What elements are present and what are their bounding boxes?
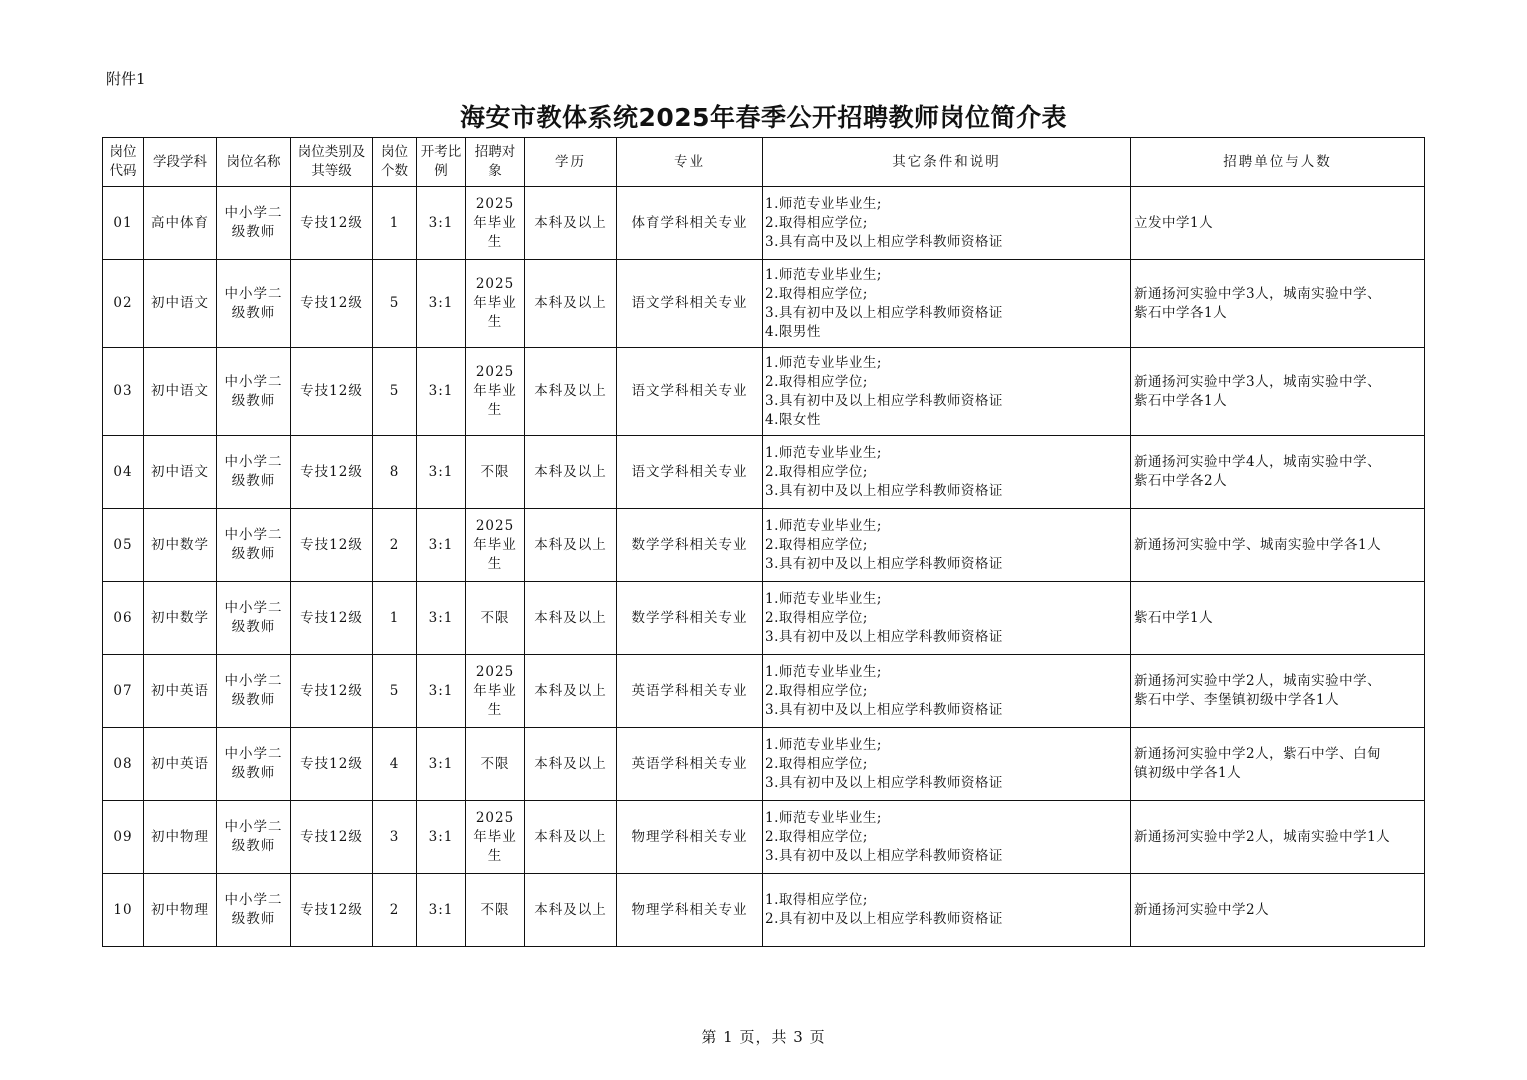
- cell-count: 3: [373, 801, 417, 874]
- cell-code: 06: [103, 582, 144, 655]
- table-row: [103, 187, 1425, 260]
- cell-grade: 专技12级: [291, 260, 373, 348]
- cell-subject: 初中数学: [144, 509, 217, 582]
- header-cell: 招聘对象: [466, 138, 525, 187]
- attachment-label: 附件1: [106, 70, 146, 88]
- condition-line: 3.具有初中及以上相应学科教师资格证: [765, 392, 1003, 409]
- cell-code: 05: [103, 509, 144, 582]
- condition-line: 1.师范专业毕业生;: [765, 195, 882, 212]
- cell-units: [1131, 874, 1425, 947]
- cell-code: 07: [103, 655, 144, 728]
- cell-grade: 专技12级: [291, 582, 373, 655]
- cell-ratio: 3:1: [417, 874, 466, 947]
- cell-position: 中小学二级教师: [217, 348, 291, 436]
- cell-education: 本科及以上: [525, 582, 617, 655]
- header-cell: 学历: [525, 138, 617, 187]
- cell-units: [1131, 801, 1425, 874]
- header-cell: 学段学科: [144, 138, 217, 187]
- cell-education: 本科及以上: [525, 260, 617, 348]
- cell-subject: 初中语文: [144, 260, 217, 348]
- cell-units: [1131, 260, 1425, 348]
- header-cell: 岗位类别及其等级: [291, 138, 373, 187]
- table-row: [103, 436, 1425, 509]
- condition-line: 3.具有初中及以上相应学科教师资格证: [765, 701, 1003, 718]
- cell-subject: 初中语文: [144, 436, 217, 509]
- cell-position: 中小学二级教师: [217, 582, 291, 655]
- unit-line: 立发中学1人: [1134, 214, 1214, 231]
- unit-line: 新通扬河实验中学4人，城南实验中学、: [1134, 454, 1382, 470]
- condition-line: 3.具有初中及以上相应学科教师资格证: [765, 847, 1003, 864]
- condition-line: 1.取得相应学位;: [765, 892, 868, 908]
- condition-line: 3.具有初中及以上相应学科教师资格证: [765, 482, 1003, 499]
- cell-position: 中小学二级教师: [217, 655, 291, 728]
- cell-conditions: [763, 187, 1131, 260]
- condition-line: 3.具有初中及以上相应学科教师资格证: [765, 628, 1003, 645]
- cell-grade: 专技12级: [291, 874, 373, 947]
- cell-education: 本科及以上: [525, 509, 617, 582]
- unit-line: 新通扬河实验中学3人，城南实验中学、: [1134, 285, 1382, 302]
- cell-conditions: [763, 655, 1131, 728]
- condition-line: 2.取得相应学位;: [765, 536, 868, 553]
- cell-code: 03: [103, 348, 144, 436]
- condition-line: 1.师范专业毕业生;: [765, 444, 882, 461]
- cell-conditions: [763, 348, 1131, 436]
- cell-units: [1131, 655, 1425, 728]
- condition-line: 4.限女性: [765, 411, 821, 428]
- unit-line: 镇初级中学各1人: [1134, 765, 1242, 781]
- cell-major: 英语学科相关专业: [617, 728, 763, 801]
- condition-line: 1.师范专业毕业生;: [765, 517, 882, 534]
- condition-line: 2.取得相应学位;: [765, 609, 868, 626]
- cell-position: 中小学二级教师: [217, 874, 291, 947]
- cell-grade: 专技12级: [291, 655, 373, 728]
- unit-line: 新通扬河实验中学2人，城南实验中学1人: [1134, 828, 1391, 845]
- cell-position: 中小学二级教师: [217, 509, 291, 582]
- cell-education: 本科及以上: [525, 801, 617, 874]
- cell-ratio: 3:1: [417, 728, 466, 801]
- cell-ratio: 3:1: [417, 655, 466, 728]
- condition-line: 1.师范专业毕业生;: [765, 663, 882, 680]
- cell-education: 本科及以上: [525, 348, 617, 436]
- cell-units: [1131, 728, 1425, 801]
- unit-line: 紫石中学各1人: [1134, 304, 1228, 321]
- cell-target: 不限: [466, 436, 525, 509]
- header-cell: 招聘单位与人数: [1131, 138, 1425, 187]
- cell-major: 语文学科相关专业: [617, 436, 763, 509]
- cell-units: [1131, 436, 1425, 509]
- condition-line: 2.取得相应学位;: [765, 828, 868, 845]
- condition-line: 2.具有初中及以上相应学科教师资格证: [765, 911, 1003, 927]
- cell-subject: 初中语文: [144, 348, 217, 436]
- unit-line: 紫石中学1人: [1134, 609, 1214, 626]
- cell-subject: 初中英语: [144, 655, 217, 728]
- cell-major: 物理学科相关专业: [617, 874, 763, 947]
- condition-line: 4.限男性: [765, 323, 821, 340]
- cell-conditions: [763, 509, 1131, 582]
- condition-line: 1.师范专业毕业生;: [765, 736, 882, 753]
- cell-ratio: 3:1: [417, 260, 466, 348]
- cell-count: 8: [373, 436, 417, 509]
- cell-grade: 专技12级: [291, 187, 373, 260]
- condition-line: 3.具有初中及以上相应学科教师资格证: [765, 555, 1003, 572]
- cell-subject: 高中体育: [144, 187, 217, 260]
- cell-grade: 专技12级: [291, 436, 373, 509]
- unit-line: 紫石中学各2人: [1134, 473, 1228, 489]
- cell-major: 英语学科相关专业: [617, 655, 763, 728]
- table-body: [103, 187, 1425, 947]
- unit-line: 新通扬河实验中学2人，紫石中学、白甸: [1134, 746, 1382, 762]
- condition-line: 3.具有初中及以上相应学科教师资格证: [765, 304, 1003, 321]
- table-row: [103, 728, 1425, 801]
- cell-units: [1131, 582, 1425, 655]
- cell-count: 2: [373, 874, 417, 947]
- cell-education: 本科及以上: [525, 436, 617, 509]
- cell-count: 1: [373, 187, 417, 260]
- header-row: [103, 138, 1425, 187]
- cell-count: 5: [373, 260, 417, 348]
- cell-code: 04: [103, 436, 144, 509]
- cell-major: 数学学科相关专业: [617, 509, 763, 582]
- cell-conditions: [763, 260, 1131, 348]
- header-cell: 专业: [617, 138, 763, 187]
- cell-grade: 专技12级: [291, 348, 373, 436]
- condition-line: 2.取得相应学位;: [765, 373, 868, 390]
- cell-units: [1131, 348, 1425, 436]
- table-row: [103, 801, 1425, 874]
- cell-units: [1131, 509, 1425, 582]
- cell-education: 本科及以上: [525, 728, 617, 801]
- table-row: [103, 260, 1425, 348]
- cell-units: [1131, 187, 1425, 260]
- page-footer: 第 1 页，共 3 页: [701, 1028, 826, 1046]
- header-cell: 岗位个数: [373, 138, 417, 187]
- cell-target: 2025年毕业生: [466, 348, 525, 436]
- cell-subject: 初中物理: [144, 801, 217, 874]
- condition-line: 1.师范专业毕业生;: [765, 809, 882, 826]
- cell-target: 不限: [466, 582, 525, 655]
- cell-subject: 初中英语: [144, 728, 217, 801]
- cell-subject: 初中物理: [144, 874, 217, 947]
- unit-line: 新通扬河实验中学2人: [1134, 901, 1270, 918]
- cell-code: 08: [103, 728, 144, 801]
- cell-count: 1: [373, 582, 417, 655]
- cell-count: 2: [373, 509, 417, 582]
- cell-major: 数学学科相关专业: [617, 582, 763, 655]
- job-table: [102, 137, 1425, 947]
- cell-major: 物理学科相关专业: [617, 801, 763, 874]
- header-cell: 岗位代码: [103, 138, 144, 187]
- unit-line: 紫石中学、李堡镇初级中学各1人: [1134, 692, 1340, 708]
- cell-target: 2025年毕业生: [466, 509, 525, 582]
- cell-grade: 专技12级: [291, 801, 373, 874]
- condition-line: 1.师范专业毕业生;: [765, 266, 882, 283]
- cell-major: 语文学科相关专业: [617, 260, 763, 348]
- unit-line: 新通扬河实验中学、城南实验中学各1人: [1134, 536, 1382, 553]
- cell-ratio: 3:1: [417, 187, 466, 260]
- table-row: [103, 348, 1425, 436]
- cell-target: 不限: [466, 728, 525, 801]
- cell-conditions: [763, 436, 1131, 509]
- cell-grade: 专技12级: [291, 728, 373, 801]
- condition-line: 3.具有初中及以上相应学科教师资格证: [765, 774, 1003, 791]
- condition-line: 2.取得相应学位;: [765, 285, 868, 302]
- cell-ratio: 3:1: [417, 348, 466, 436]
- cell-ratio: 3:1: [417, 582, 466, 655]
- header-cell: 岗位名称: [217, 138, 291, 187]
- cell-education: 本科及以上: [525, 655, 617, 728]
- condition-line: 2.取得相应学位;: [765, 682, 868, 699]
- table-row: [103, 582, 1425, 655]
- table-row: [103, 509, 1425, 582]
- header-cell: 其它条件和说明: [763, 138, 1131, 187]
- cell-position: 中小学二级教师: [217, 187, 291, 260]
- table-row: [103, 655, 1425, 728]
- cell-ratio: 3:1: [417, 436, 466, 509]
- table-row: [103, 874, 1425, 947]
- unit-line: 新通扬河实验中学2人，城南实验中学、: [1134, 673, 1382, 689]
- condition-line: 3.具有高中及以上相应学科教师资格证: [765, 233, 1003, 250]
- condition-line: 2.取得相应学位;: [765, 214, 868, 231]
- cell-count: 5: [373, 655, 417, 728]
- cell-code: 09: [103, 801, 144, 874]
- cell-code: 01: [103, 187, 144, 260]
- cell-conditions: [763, 874, 1131, 947]
- cell-target: 2025年毕业生: [466, 801, 525, 874]
- cell-major: 语文学科相关专业: [617, 348, 763, 436]
- cell-position: 中小学二级教师: [217, 728, 291, 801]
- cell-position: 中小学二级教师: [217, 260, 291, 348]
- cell-target: 2025年毕业生: [466, 655, 525, 728]
- cell-code: 02: [103, 260, 144, 348]
- condition-line: 2.取得相应学位;: [765, 463, 868, 480]
- unit-line: 紫石中学各1人: [1134, 392, 1228, 409]
- cell-education: 本科及以上: [525, 187, 617, 260]
- cell-ratio: 3:1: [417, 509, 466, 582]
- condition-line: 2.取得相应学位;: [765, 755, 868, 772]
- cell-target: 2025年毕业生: [466, 187, 525, 260]
- cell-major: 体育学科相关专业: [617, 187, 763, 260]
- cell-conditions: [763, 582, 1131, 655]
- cell-count: 5: [373, 348, 417, 436]
- page-title: 海安市教体系统2025年春季公开招聘教师岗位简介表: [459, 103, 1068, 132]
- cell-count: 4: [373, 728, 417, 801]
- cell-subject: 初中数学: [144, 582, 217, 655]
- cell-position: 中小学二级教师: [217, 801, 291, 874]
- condition-line: 1.师范专业毕业生;: [765, 354, 882, 371]
- cell-conditions: [763, 801, 1131, 874]
- cell-target: 2025年毕业生: [466, 260, 525, 348]
- condition-line: 1.师范专业毕业生;: [765, 590, 882, 607]
- unit-line: 新通扬河实验中学3人，城南实验中学、: [1134, 373, 1382, 390]
- header-cell: 开考比例: [417, 138, 466, 187]
- cell-grade: 专技12级: [291, 509, 373, 582]
- cell-position: 中小学二级教师: [217, 436, 291, 509]
- cell-ratio: 3:1: [417, 801, 466, 874]
- cell-education: 本科及以上: [525, 874, 617, 947]
- cell-code: 10: [103, 874, 144, 947]
- cell-conditions: [763, 728, 1131, 801]
- cell-target: 不限: [466, 874, 525, 947]
